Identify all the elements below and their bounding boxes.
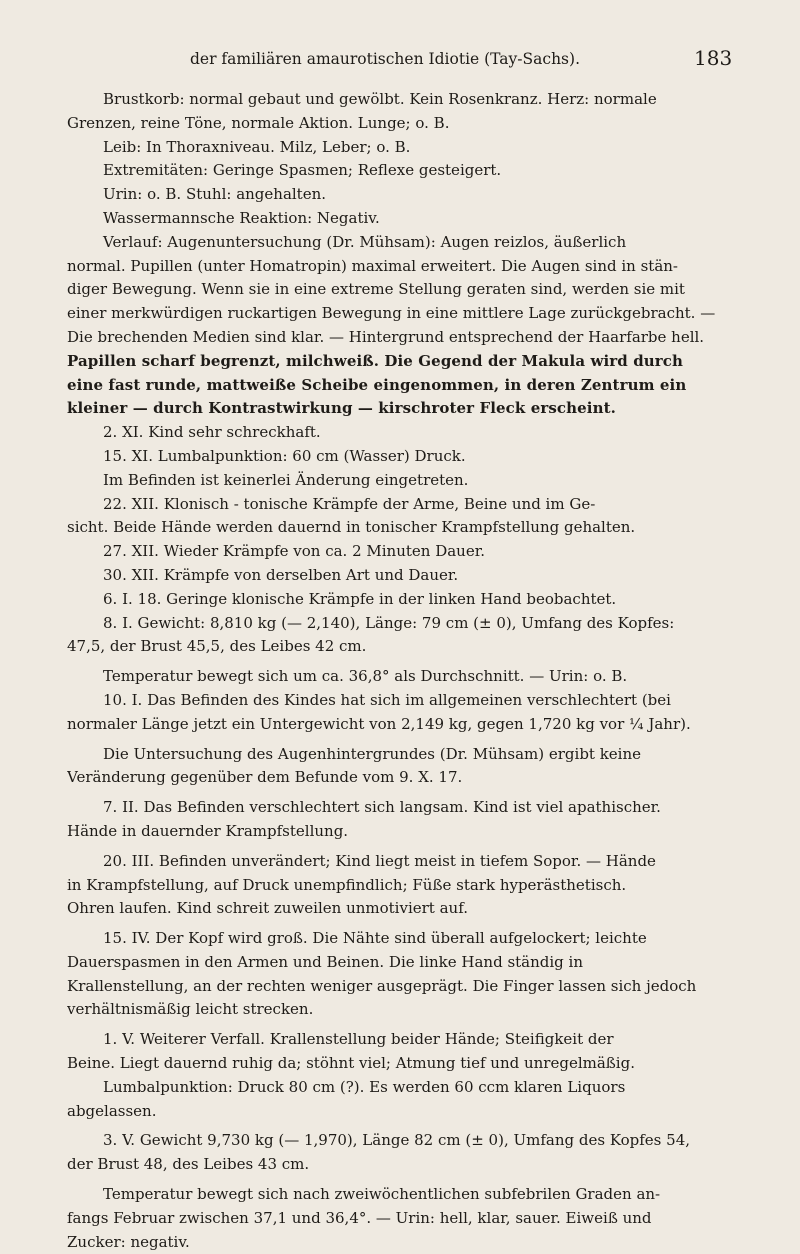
text-line: Extremitäten: Geringe Spasmen; Reflexe gesteigert. <box>103 161 502 180</box>
text-line: Papillen scharf begrenzt, milchweiß. Die Gegend der Makula wird durch <box>67 351 684 370</box>
text-line: 3. V. Gewicht 9,730 kg (— 1,970), Länge 82 cm (± 0), Umfang des Kopfes 54, <box>103 1131 690 1150</box>
text-line: normaler Länge jetzt ein Untergewicht von 2,149 kg, gegen 1,720 kg vor ¼ Jahr). <box>67 714 691 733</box>
text-line: Verlauf: Augenuntersuchung (Dr. Mühsam): Augen reizlos, äußerlich <box>103 232 627 251</box>
text-line: Die Untersuchung des Augenhintergrundes (Dr. Mühsam) ergibt keine <box>103 744 642 763</box>
text-line: 20. III. Befinden unverändert; Kind liegt meist in tiefem Sopor. — Hände <box>103 851 656 870</box>
body-text <box>67 88 739 1254</box>
page-number: 183 <box>694 46 733 70</box>
text-line: Urin: o. B. Stuhl: angehalten. <box>103 185 327 204</box>
text-line: 15. XI. Lumbalpunktion: 60 cm (Wasser) Druck. <box>103 446 466 465</box>
text-line: 7. II. Das Befinden verschlechtert sich langsam. Kind ist viel apathischer. <box>103 798 661 817</box>
text-line: 1. V. Weiterer Verfall. Krallenstellung beider Hände; Steifigkeit der <box>103 1030 614 1049</box>
text-line: verhältnismäßig leicht strecken. <box>67 1000 314 1019</box>
text-line: Leib: In Thoraxniveau. Milz, Leber; o. B. <box>103 137 411 156</box>
running-title: der familiären amaurotischen Idiotie (Tay-Sachs). <box>190 50 580 68</box>
text-line: Brustkorb: normal gebaut und gewölbt. Kein Rosenkranz. Herz: normale <box>103 90 657 108</box>
text-line: diger Bewegung. Wenn sie in eine extreme Stellung geraten sind, werden sie mit <box>67 280 685 299</box>
text-line: eine fast runde, mattweiße Scheibe eingenommen, in deren Zentrum ein <box>67 375 687 394</box>
text-line: 6. I. 18. Geringe klonische Krämpfe in der linken Hand beobachtet. <box>103 589 617 608</box>
text-line: Veränderung gegenüber dem Befunde vom 9. X. 17. <box>67 768 463 787</box>
text-line: Die brechenden Medien sind klar. — Hintergrund entsprechend der Haarfarbe hell. <box>67 327 705 346</box>
text-line: Dauerspasmen in den Armen und Beinen. Die linke Hand ständig in <box>67 952 584 971</box>
text-line: normal. Pupillen (unter Homatropin) maximal erweitert. Die Augen sind in stän- <box>67 256 678 275</box>
text-line: Ohren laufen. Kind schreit zuweilen unmotiviert auf. <box>67 899 468 918</box>
text-line: 30. XII. Krämpfe von derselben Art und Dauer. <box>103 565 459 584</box>
text-line: Hände in dauernder Krampfstellung. <box>67 821 349 840</box>
text-line: in Krampfstellung, auf Druck unempfindlich; Füße stark hyperästhetisch. <box>67 875 627 894</box>
text-line: 27. XII. Wieder Krämpfe von ca. 2 Minuten Dauer. <box>103 542 486 561</box>
text-line: 2. XI. Kind sehr schreckhaft. <box>103 423 321 442</box>
page-header <box>0 44 800 74</box>
text-line: 8. I. Gewicht: 8,810 kg (— 2,140), Länge: 79 cm (± 0), Umfang des Kopfes: <box>103 613 675 632</box>
text-line: abgelassen. <box>67 1101 157 1120</box>
text-line: sicht. Beide Hände werden dauernd in tonischer Krampfstellung gehalten. <box>67 518 636 537</box>
text-line: Wassermannsche Reaktion: Negativ. <box>103 208 380 227</box>
text-line: Beine. Liegt dauernd ruhig da; stöhnt viel; Atmung tief und unregelmäßig. <box>67 1054 635 1073</box>
text-line: fangs Februar zwischen 37,1 und 36,4°. — Urin: hell, klar, sauer. Eiweiß und <box>67 1208 652 1227</box>
text-line: 15. IV. Der Kopf wird groß. Die Nähte sind überall aufgelockert; leichte <box>103 929 647 948</box>
text-line: Zucker: negativ. <box>67 1232 190 1251</box>
text-line: Grenzen, reine Töne, normale Aktion. Lunge; o. B. <box>67 113 450 132</box>
text-line: Lumbalpunktion: Druck 80 cm (?). Es werden 60 ccm klaren Liquors <box>103 1077 626 1096</box>
text-line: Im Befinden ist keinerlei Änderung eingetreten. <box>103 470 469 489</box>
text-line: Krallenstellung, an der rechten weniger ausgeprägt. Die Finger lassen sich jedoch <box>67 976 697 995</box>
text-line: 22. XII. Klonisch - tonische Krämpfe der Arme, Beine und im Ge- <box>103 494 596 513</box>
text-line: 10. I. Das Befinden des Kindes hat sich im allgemeinen verschlechtert (bei <box>103 690 671 709</box>
text-line: Temperatur bewegt sich nach zweiwöchentlichen subfebrilen Graden an- <box>103 1185 661 1204</box>
text-line: Temperatur bewegt sich um ca. 36,8° als Durchschnitt. — Urin: o. B. <box>103 667 628 686</box>
text-line: einer merkwürdigen ruckartigen Bewegung in eine mittlere Lage zurückgebracht. — <box>67 304 716 323</box>
text-line: kleiner — durch Kontrastwirkung — kirschroter Fleck erscheint. <box>67 399 616 418</box>
text-line: der Brust 48, des Leibes 43 cm. <box>67 1155 310 1174</box>
text-line: 47,5, der Brust 45,5, des Leibes 42 cm. <box>67 637 367 656</box>
